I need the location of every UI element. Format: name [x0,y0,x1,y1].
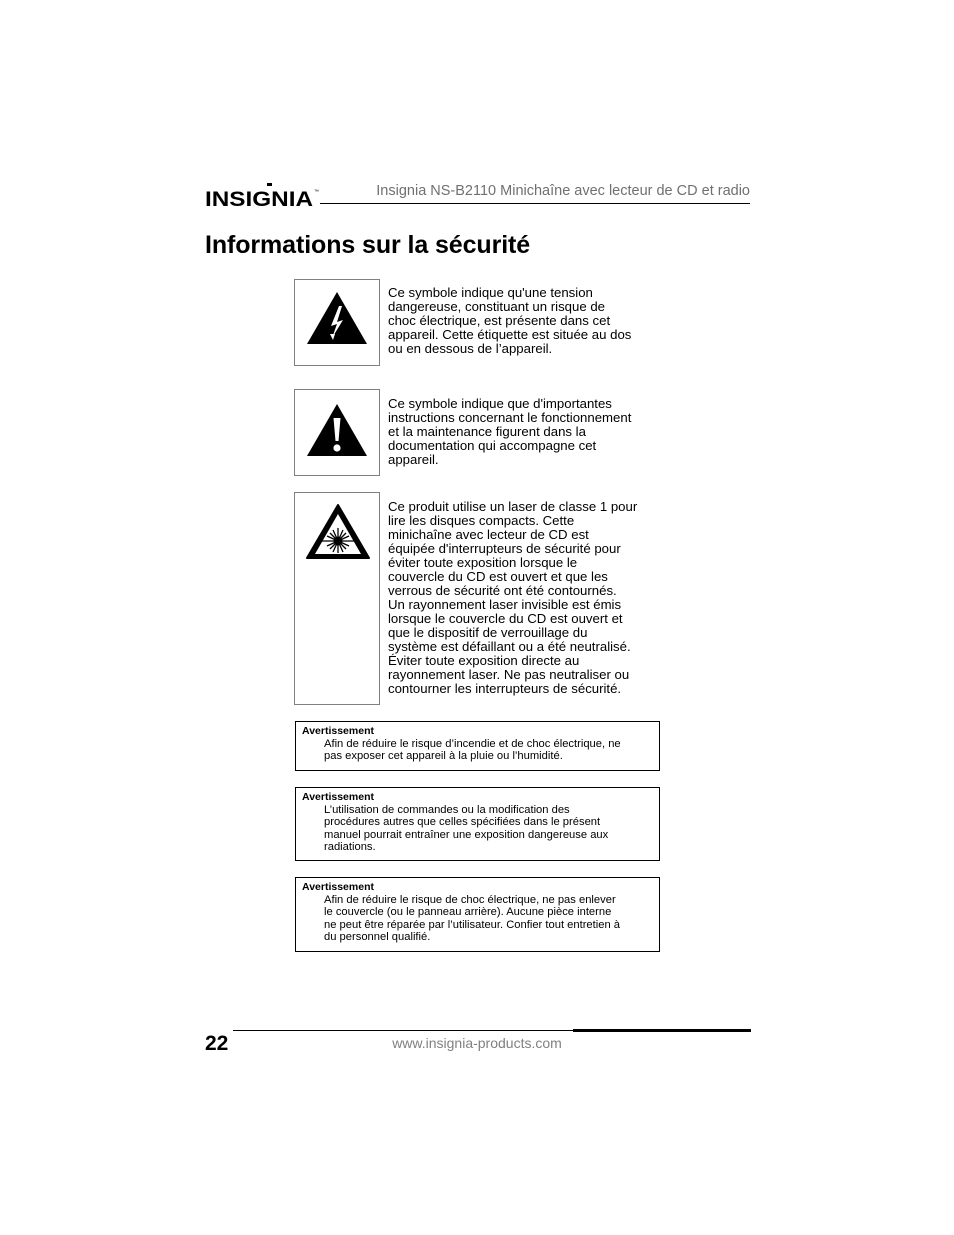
exclamation-description: Ce symbole indique que d'importantes instructions concernant le fonctionnement et la maintenance figurent dans la documentation qui accompagne cet appareil. [388,396,632,467]
warning-title: Avertissement [302,791,374,803]
laser-description: Ce produit utilise un laser de classe 1 pour lire les disques compacts. Cette minichaîne avec lecteur de CD est équipée d'interrupteurs de sécurité pour éviter toute exposition lorsque le couvercle du CD est ouvert et que les verrous de sécurité ont été contournés. Un rayonnement laser invisible est émis lorsque le couvercle du CD est ouvert et que le dispositif de verrouillage du système est défaillant ou a été neutralisé. Éviter toute exposition directe au rayonnement laser. Ne pas neutraliser ou contourner les interrupteurs de sécurité. [388,499,638,696]
warning-title: Avertissement [302,881,374,893]
warning-box-radiation [295,787,660,861]
exclamation-warning-icon [305,402,369,458]
svg-text:™: ™ [314,189,319,195]
page-title: Informations sur la sécurité [205,231,531,259]
warning-box-cover [295,877,660,952]
footer-url[interactable]: www.insignia-products.com [392,1035,562,1051]
laser-warning-icon [305,503,371,561]
exclamation-symbol-box [294,389,380,476]
warning-text: L’utilisation de commandes ou la modification des procédures autres que celles spécifiées dans le présent manuel pourrait entraîner une exposition dangereuse aux radiations. [324,804,609,854]
warning-title: Avertissement [302,725,374,737]
header-divider [320,203,750,204]
electric-shock-description: Ce symbole indique qu'une tension dangereuse, constituant un risque de choc électrique, est présente dans cet appareil. Cette étiquette est située au dos ou en dessous de l’appareil. [388,285,632,356]
laser-symbol-box [294,492,380,705]
warning-text: Afin de réduire le risque d’incendie et de choc électrique, ne pas exposer cet appareil à la pluie ou l’humidité. [324,738,621,763]
footer-divider [233,1030,573,1031]
brand-name: INSIGNIA [205,188,313,211]
warning-box-fire [295,721,660,771]
warning-text: Afin de réduire le risque de choc électrique, ne pas enlever le couvercle (ou le panneau arrière). Aucune pièce interne ne peut être réparée par l’utilisateur. Confier tout entretien à du personnel qualifié. [324,894,621,944]
insignia-logo [205,180,320,212]
header-title: Insignia NS-B2110 Minichaîne avec lecteur de CD et radio [376,183,750,199]
electric-shock-symbol-box [294,279,380,366]
footer-divider-thick [573,1029,751,1032]
electric-shock-warning-icon [305,290,369,346]
page-number: 22 [205,1032,229,1055]
